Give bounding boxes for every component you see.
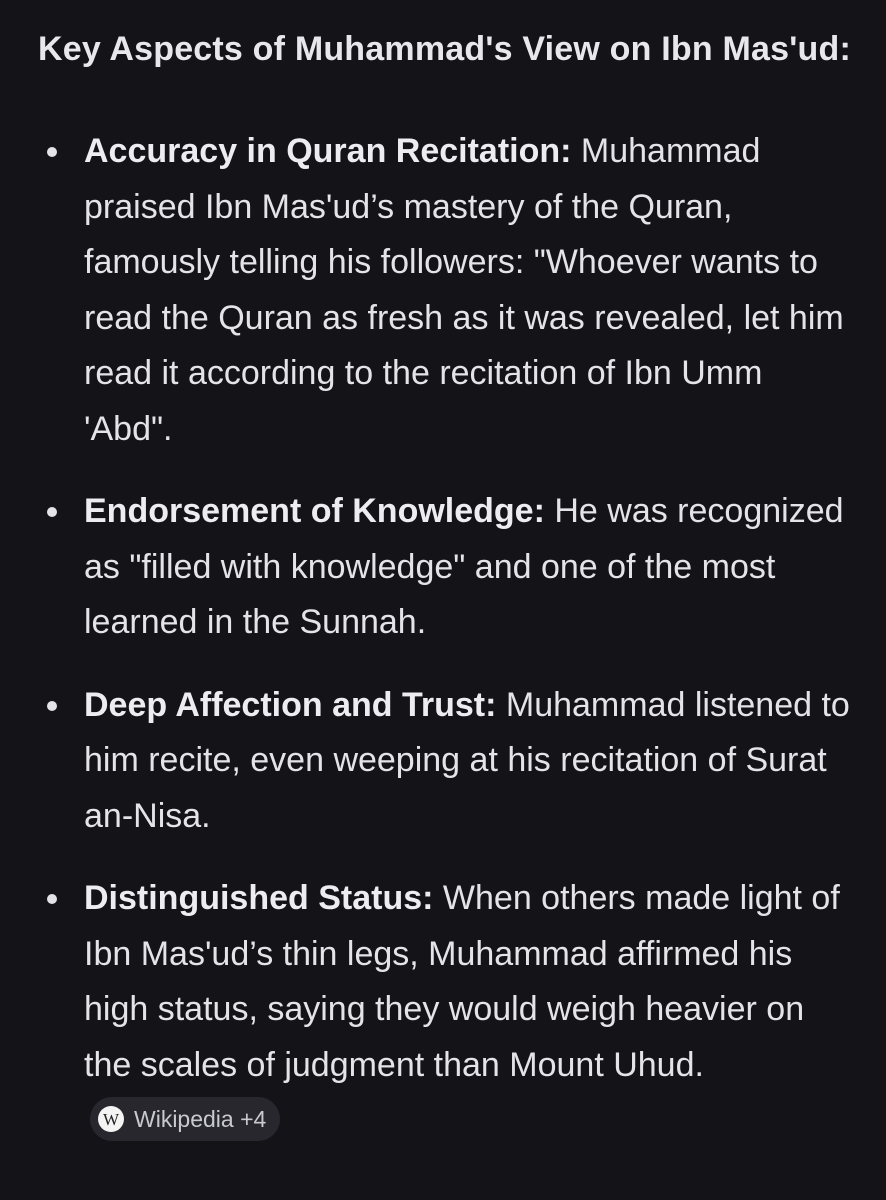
bullet-icon xyxy=(47,701,57,711)
list-item-affection xyxy=(38,678,858,845)
aspect-text: Muhammad praised Ibn Mas'ud’s mastery of the Quran, famously telling his followers: "Whoever wants to read the Quran as fresh as it was revealed, let him read it according to the recitation of Ibn Umm 'Abd". xyxy=(84,132,844,448)
wikipedia-icon: W xyxy=(98,1106,124,1132)
source-chip-button[interactable] xyxy=(90,1097,280,1141)
bullet-icon xyxy=(47,507,57,517)
list-item-accuracy xyxy=(38,124,858,457)
aspect-text: He was recognized as "filled with knowledge" and one of the most learned in the Sunnah. xyxy=(84,492,844,641)
aspect-term: Accuracy in Quran Recitation: xyxy=(84,132,572,170)
bullet-icon xyxy=(47,894,57,904)
bullet-icon xyxy=(47,147,57,157)
aspect-text: Muhammad listened to him recite, even weeping at his recitation of Surat an-Nisa. xyxy=(84,685,850,835)
aspect-term: Distinguished Status: xyxy=(84,879,434,917)
aspect-text: When others made light of Ibn Mas'ud’s thin legs, Muhammad affirmed his high status, saying they would weigh heavier on the scales of judgment than Mount Uhud. xyxy=(84,879,840,1084)
aspects-list xyxy=(38,124,858,1149)
list-item-knowledge xyxy=(38,484,858,651)
aspect-term: Endorsement of Knowledge: xyxy=(84,492,545,530)
list-item-status xyxy=(38,871,858,1149)
aspect-term: Deep Affection and Trust: xyxy=(84,685,497,724)
source-chip-label: Wikipedia +4 xyxy=(134,1105,267,1132)
section-heading: Key Aspects of Muhammad's View on Ibn Mas'ud: xyxy=(38,30,851,68)
